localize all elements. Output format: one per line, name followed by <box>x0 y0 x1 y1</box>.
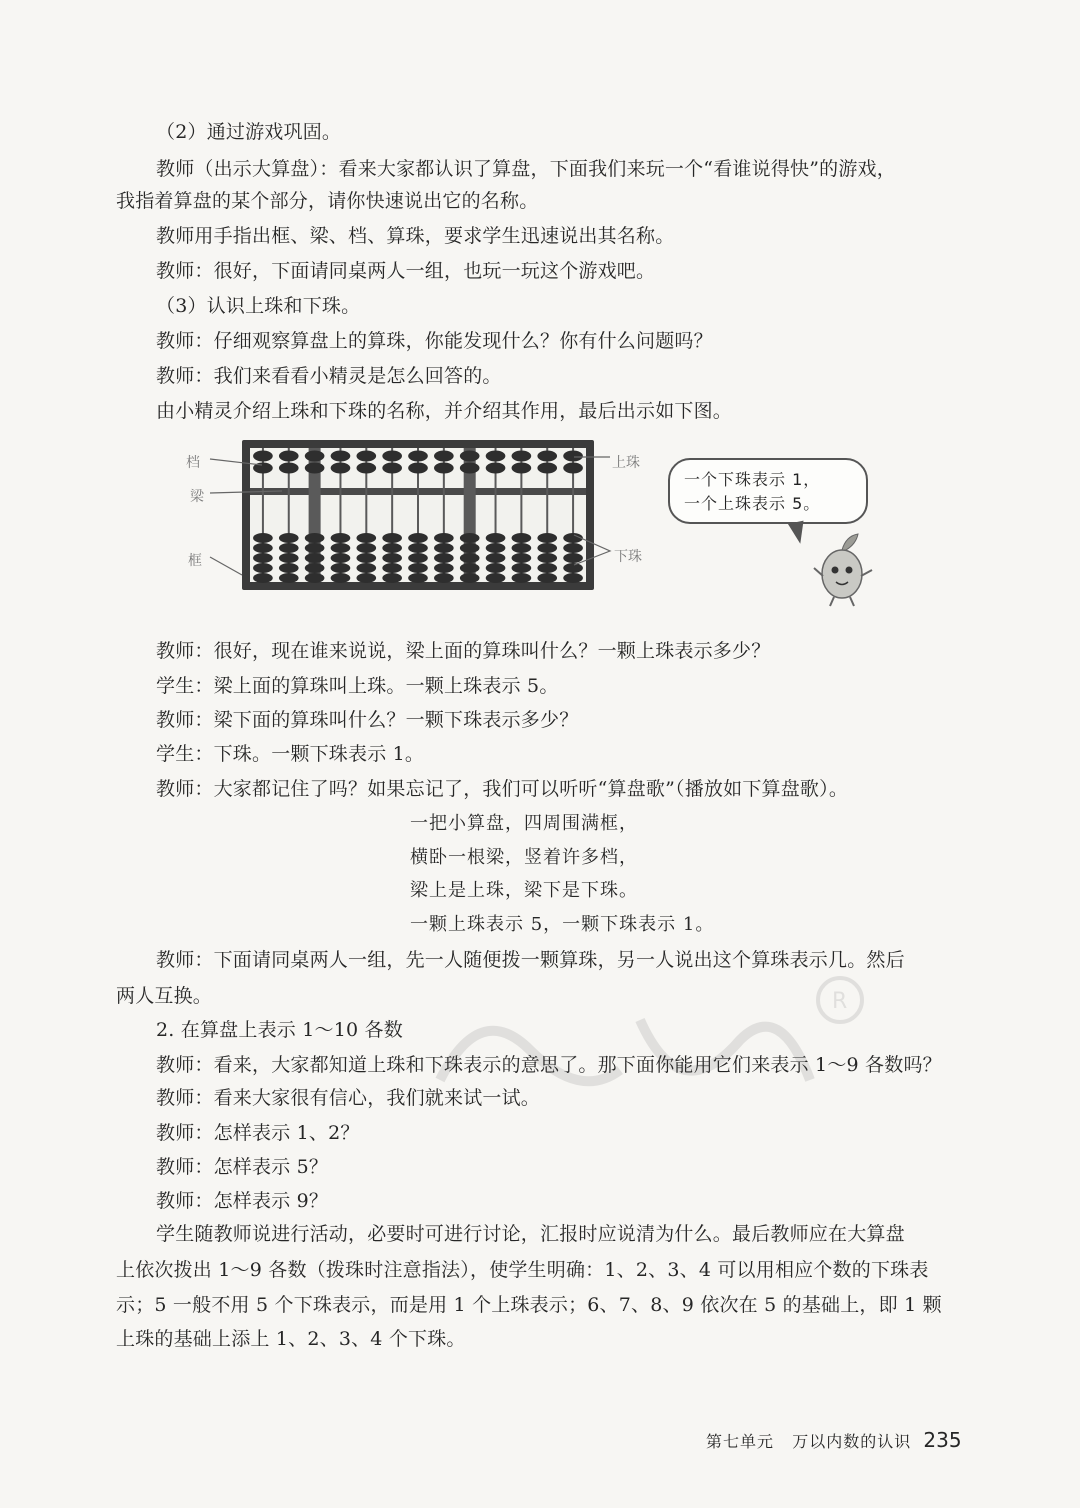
lower-bead <box>253 553 273 563</box>
paragraph: 教师：怎样表示 1、2？ <box>156 1122 360 1144</box>
publisher-watermark-icon <box>420 960 880 1140</box>
lower-bead <box>408 563 428 573</box>
lower-bead <box>512 533 532 543</box>
lower-bead <box>305 563 325 573</box>
song-line: 一把小算盘，四周围满框， <box>410 813 638 834</box>
paragraph: （2）通过游戏巩固。 <box>156 121 342 143</box>
song-line: 横卧一根梁，竖着许多档， <box>410 847 638 868</box>
lower-bead <box>537 573 557 583</box>
lower-bead <box>305 543 325 553</box>
upper-bead <box>460 463 480 474</box>
lower-bead <box>253 563 273 573</box>
lower-bead <box>537 563 557 573</box>
paragraph: 学生：梁上面的算珠叫上珠。一颗上珠表示 5。 <box>156 675 559 697</box>
footer-unit: 第七单元 <box>706 1432 775 1451</box>
paragraph: 教师：下面请同桌两人一组，先一人随便拨一颗算珠，另一人说出这个算珠表示几。然后 <box>156 949 905 971</box>
paragraph: 教师（出示大算盘）：看来大家都认识了算盘，下面我们来玩一个“看谁说得快”的游戏， <box>156 158 896 180</box>
svg-text:R: R <box>832 989 848 1014</box>
lower-bead <box>356 543 376 553</box>
lower-bead <box>253 543 273 553</box>
paragraph: 上依次拨出 1～9 各数（拨珠时注意指法），使学生明确：1、2、3、4 可以用相应个数的下珠表 <box>116 1259 929 1281</box>
upper-bead <box>356 451 376 462</box>
lower-bead <box>460 563 480 573</box>
upper-bead <box>279 463 299 474</box>
upper-bead <box>408 463 428 474</box>
lower-bead <box>279 553 299 563</box>
lower-bead <box>331 533 351 543</box>
lower-bead <box>382 573 402 583</box>
upper-bead <box>279 451 299 462</box>
section-heading: 2. 在算盘上表示 1～10 各数 <box>156 1019 403 1041</box>
paragraph: 教师：梁下面的算珠叫什么？一颗下珠表示多少？ <box>156 709 579 731</box>
song-line: 一颗上珠表示 5，一颗下珠表示 1。 <box>410 914 715 935</box>
upper-bead <box>563 463 583 474</box>
upper-bead <box>331 451 351 462</box>
paragraph: 由小精灵介绍上珠和下珠的名称，并介绍其作用，最后出示如下图。 <box>156 400 733 422</box>
lower-bead <box>486 573 506 583</box>
lower-bead <box>331 553 351 563</box>
footer-topic: 万以内数的认识 <box>792 1432 912 1451</box>
lower-bead <box>356 563 376 573</box>
lower-bead <box>512 573 532 583</box>
lower-bead <box>356 573 376 583</box>
paragraph: 教师：仔细观察算盘上的算珠，你能发现什么？你有什么问题吗？ <box>156 330 713 352</box>
paragraph: 教师：很好，现在谁来说说，梁上面的算珠叫什么？一颗上珠表示多少？ <box>156 640 771 662</box>
lower-bead <box>460 573 480 583</box>
lower-bead <box>305 553 325 563</box>
lower-bead <box>356 553 376 563</box>
upper-bead <box>537 451 557 462</box>
pointer-line-kuang <box>210 557 242 575</box>
upper-bead <box>512 463 532 474</box>
lower-bead <box>486 543 506 553</box>
lower-bead <box>460 543 480 553</box>
lower-bead <box>460 533 480 543</box>
lower-bead <box>434 573 454 583</box>
lower-bead <box>331 573 351 583</box>
upper-bead <box>434 463 454 474</box>
lower-bead <box>408 543 428 553</box>
paragraph: 教师：看来，大家都知道上珠和下珠表示的意思了。那下面你能用它们来表示 1～9 各数吗？ <box>156 1054 942 1076</box>
upper-bead <box>356 463 376 474</box>
lower-bead <box>486 553 506 563</box>
upper-bead <box>253 451 273 462</box>
label-kuang: 框 <box>188 553 202 569</box>
lower-bead <box>356 533 376 543</box>
paragraph: 教师：我们来看看小精灵是怎么回答的。 <box>156 365 502 387</box>
lower-bead <box>331 543 351 553</box>
lower-bead <box>279 543 299 553</box>
lower-bead <box>512 543 532 553</box>
lower-bead <box>486 563 506 573</box>
lower-bead <box>331 563 351 573</box>
paragraph: 教师：怎样表示 5？ <box>156 1156 329 1178</box>
paragraph: 教师用手指出框、梁、档、算珠，要求学生迅速说出其名称。 <box>156 225 675 247</box>
label-liang: 梁 <box>190 489 204 505</box>
lower-bead <box>253 533 273 543</box>
lower-bead <box>382 563 402 573</box>
upper-bead <box>305 451 325 462</box>
label-shangzhu: 上珠 <box>612 455 640 471</box>
upper-bead <box>305 463 325 474</box>
lower-bead <box>434 553 454 563</box>
upper-bead <box>486 463 506 474</box>
paragraph: 示；5 一般不用 5 个下珠表示，而是用 1 个上珠表示；6、7、8、9 依次在 5 的基础上，即 1 颗 <box>116 1294 942 1316</box>
lower-bead <box>460 553 480 563</box>
paragraph: 教师：很好，下面请同桌两人一组，也玩一玩这个游戏吧。 <box>156 260 656 282</box>
paragraph: 教师：看来大家很有信心，我们就来试一试。 <box>156 1087 541 1109</box>
paragraph: 我指着算盘的某个部分，请你快速说出它的名称。 <box>116 190 539 212</box>
upper-bead <box>460 451 480 462</box>
upper-bead <box>512 451 532 462</box>
paragraph: 上珠的基础上添上 1、2、3、4 个下珠。 <box>116 1328 466 1350</box>
paragraph: 两人互换。 <box>116 985 213 1007</box>
lower-bead <box>537 543 557 553</box>
lower-bead <box>537 533 557 543</box>
bubble-line: 一个下珠表示 1， <box>684 470 821 489</box>
lower-bead <box>382 543 402 553</box>
lower-bead <box>408 533 428 543</box>
lower-bead <box>382 553 402 563</box>
lower-bead <box>305 573 325 583</box>
upper-bead <box>434 451 454 462</box>
upper-bead <box>382 451 402 462</box>
lower-bead <box>537 553 557 563</box>
paragraph: 教师：大家都记住了吗？如果忘记了，我们可以听听“算盘歌”（播放如下算盘歌）。 <box>156 778 849 800</box>
upper-bead <box>408 451 428 462</box>
upper-bead <box>331 463 351 474</box>
upper-bead <box>486 451 506 462</box>
lower-bead <box>512 563 532 573</box>
lower-bead <box>279 563 299 573</box>
lower-bead <box>434 543 454 553</box>
lower-bead <box>512 553 532 563</box>
lower-bead <box>434 533 454 543</box>
lower-bead <box>408 553 428 563</box>
lower-bead <box>253 573 273 583</box>
label-xiazhu: 下珠 <box>614 549 642 565</box>
paragraph: 学生：下珠。一颗下珠表示 1。 <box>156 743 425 765</box>
lower-bead <box>563 563 583 573</box>
paragraph: 教师：怎样表示 9？ <box>156 1190 329 1212</box>
paragraph: 学生随教师说进行活动，必要时可进行讨论，汇报时应说清为什么。最后教师应在大算盘 <box>156 1223 905 1245</box>
upper-bead <box>537 463 557 474</box>
lower-bead <box>305 533 325 543</box>
lower-bead <box>408 573 428 583</box>
bubble-line: 一个上珠表示 5。 <box>684 494 821 513</box>
lower-bead <box>279 533 299 543</box>
page-footer <box>706 1428 962 1452</box>
label-dang: 档 <box>186 455 200 471</box>
page-number: 235 <box>923 1428 962 1452</box>
lower-bead <box>382 533 402 543</box>
sprite-mascot-icon <box>812 530 882 610</box>
upper-bead <box>563 451 583 462</box>
lower-bead <box>563 573 583 583</box>
lower-bead <box>279 573 299 583</box>
paragraph: （3）认识上珠和下珠。 <box>156 295 361 317</box>
speech-bubble <box>668 458 868 524</box>
upper-bead <box>382 463 402 474</box>
lower-bead <box>563 553 583 563</box>
song-line: 梁上是上珠，梁下是下珠。 <box>410 880 638 901</box>
lower-bead <box>563 543 583 553</box>
lower-bead <box>434 563 454 573</box>
lower-bead <box>486 533 506 543</box>
